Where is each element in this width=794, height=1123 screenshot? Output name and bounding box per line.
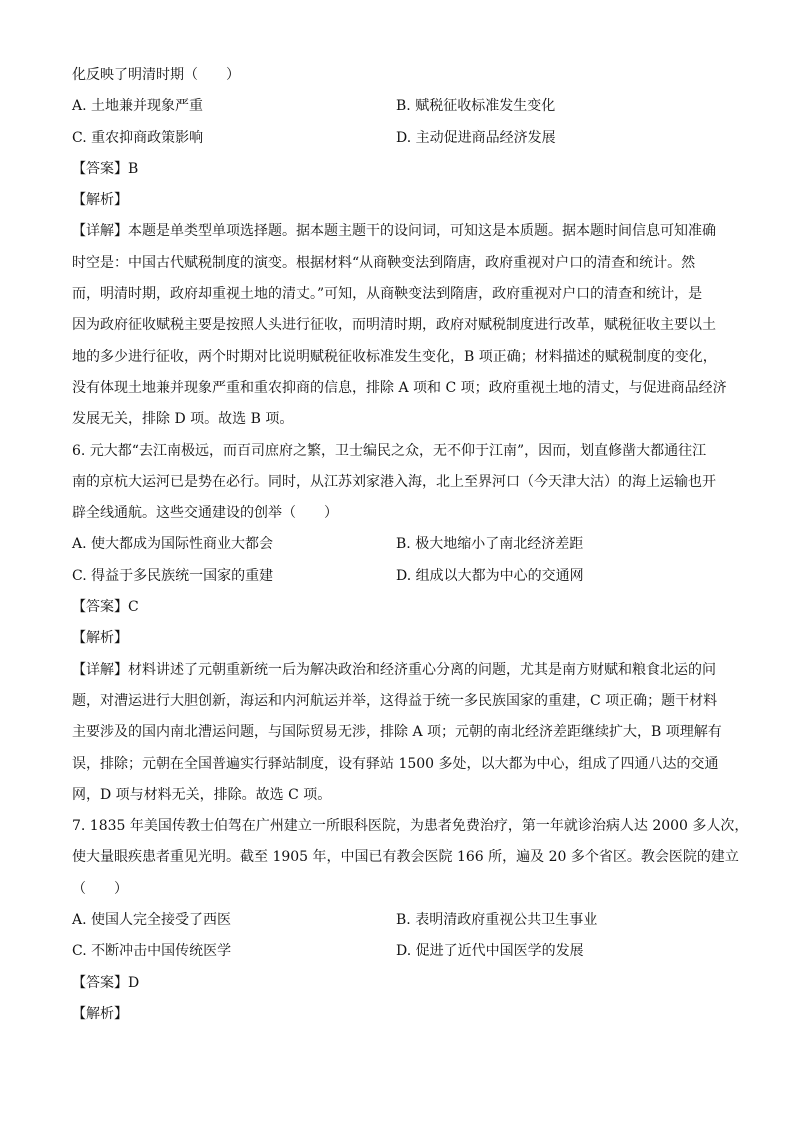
q5-analysis-tag: 【解析】 — [72, 192, 128, 209]
q5-detail-line: 地的多少进行征收，两个时期对比说明赋税征收标准发生变化，B 项正确；材料描述的赋税制度的变化， — [72, 348, 717, 365]
answer-tag: 【答案】 — [72, 599, 128, 616]
q6-stem-line: 辟全线通航。这些交通建设的创举（ ） — [72, 505, 338, 522]
q6-detail-line: 误，排除；元朝在全国普遍实行驿站制度，设有驿站 1500 多处，以大都为中心，组成了四通八达的交通 — [72, 755, 719, 772]
q5-options-row-1 — [72, 95, 722, 126]
q6-option-b: B. 极大地缩小了南北经济差距 — [396, 536, 584, 553]
detail-tag: 【详解】 — [72, 223, 128, 240]
q6-detail-line: 网，D 项与材料无关，排除。故选 C 项。 — [72, 786, 332, 803]
q6-options-row-1 — [72, 533, 722, 564]
q7-option-d: D. 促进了近代中国医学的发展 — [396, 943, 584, 960]
q7-options-row-1 — [72, 909, 722, 940]
q6-options-row-2 — [72, 565, 722, 596]
q5-detail-line: 而，明清时期，政府却重视土地的清丈。”可知，从商鞅变法到隋唐，政府重视对户口的清查和统计，是 — [72, 286, 703, 303]
q5-detail-line: 没有体现土地兼并现象严重和重农抑商的信息，排除 A 项和 C 项；政府重视土地的清丈，与促进商品经济 — [72, 379, 727, 396]
q7-answer — [72, 972, 722, 1003]
q6-option-c: C. 得益于多民族统一国家的重建 — [72, 567, 274, 584]
q6-detail-line — [72, 659, 722, 690]
answer-value: D — [128, 974, 140, 991]
q6-option-a: A. 使大都成为国际性商业大都会 — [72, 536, 274, 553]
q5-option-c: C. 重农抑商政策影响 — [72, 129, 204, 146]
answer-value: B — [128, 160, 139, 177]
q6-analysis-tag: 【解析】 — [72, 630, 128, 647]
detail-text: 本题是单类型单项选择题。据本题主题干的设问词，可知这是本质题。据本题时间信息可知准确 — [128, 223, 716, 240]
q6-detail-line: 主要涉及的国内南北漕运问题，与国际贸易无涉，排除 A 项；元朝的南北经济差距继续扩大，B 项理解有 — [72, 724, 722, 741]
q5-detail-line: 因为政府征收赋税主要是按照人头进行征收，而明清时期，政府对赋税制度进行改革，赋税征收主要以土 — [72, 317, 716, 334]
q6-answer — [72, 596, 722, 627]
q5-option-d: D. 主动促进商品经济发展 — [396, 129, 556, 146]
q7-option-a: A. 使国人完全接受了西医 — [72, 912, 232, 929]
q7-analysis-tag: 【解析】 — [72, 1005, 128, 1022]
q6-stem-line: 6. 元大都“去江南极远，而百司庶府之繁，卫士编民之众，无不仰于江南”，因而，划直修凿大都通往江 — [72, 442, 707, 459]
q6-detail-line: 题，对漕运进行大胆创新，海运和内河航运并举，这得益于统一多民族国家的重建，C 项正确；题干材料 — [72, 692, 718, 709]
q5-option-a: A. 土地兼并现象严重 — [72, 98, 204, 115]
q5-answer — [72, 158, 722, 189]
q5-detail-line — [72, 220, 722, 251]
q6-stem-line: 南的京杭大运河已是势在必行。同时，从江苏刘家港入海，北上至界河口（今天津大沽）的海上运输也开 — [72, 473, 716, 490]
q6-option-d: D. 组成以大都为中心的交通网 — [396, 567, 584, 584]
answer-value: C — [128, 599, 139, 616]
answer-tag: 【答案】 — [72, 974, 128, 991]
q7-options-row-2 — [72, 940, 722, 971]
q5-detail-line: 时空是：中国古代赋税制度的演变。根据材料“从商鞅变法到隋唐，政府重视对户口的清查和统计。然 — [72, 254, 696, 271]
q5-options-row-2 — [72, 127, 722, 158]
q7-stem-line: 7. 1835 年美国传教士伯驾在广州建立一所眼科医院，为患者免费治疗，第一年就诊治病人达 2000 多人次， — [72, 818, 749, 835]
document-page — [72, 64, 749, 1034]
q5-detail-line: 发展无关，排除 D 项。故选 B 项。 — [72, 411, 294, 428]
q7-stem-line: （ ） — [72, 880, 128, 897]
q5-stem-tail: 化反映了明清时期（ ） — [72, 67, 240, 83]
detail-text: 材料讲述了元朝重新统一后为解决政治和经济重心分离的问题，尤其是南方财赋和粮食北运的问 — [128, 661, 716, 678]
answer-tag: 【答案】 — [72, 160, 128, 177]
q7-option-b: B. 表明清政府重视公共卫生事业 — [396, 912, 598, 929]
q5-option-b: B. 赋税征收标准发生变化 — [396, 98, 556, 115]
q7-option-c: C. 不断冲击中国传统医学 — [72, 943, 232, 960]
q7-stem-line: 使大量眼疾患者重见光明。截至 1905 年，中国已有教会医院 166 所，遍及 20 多个省区。教会医院的建立 — [72, 849, 739, 866]
detail-tag: 【详解】 — [72, 661, 128, 678]
